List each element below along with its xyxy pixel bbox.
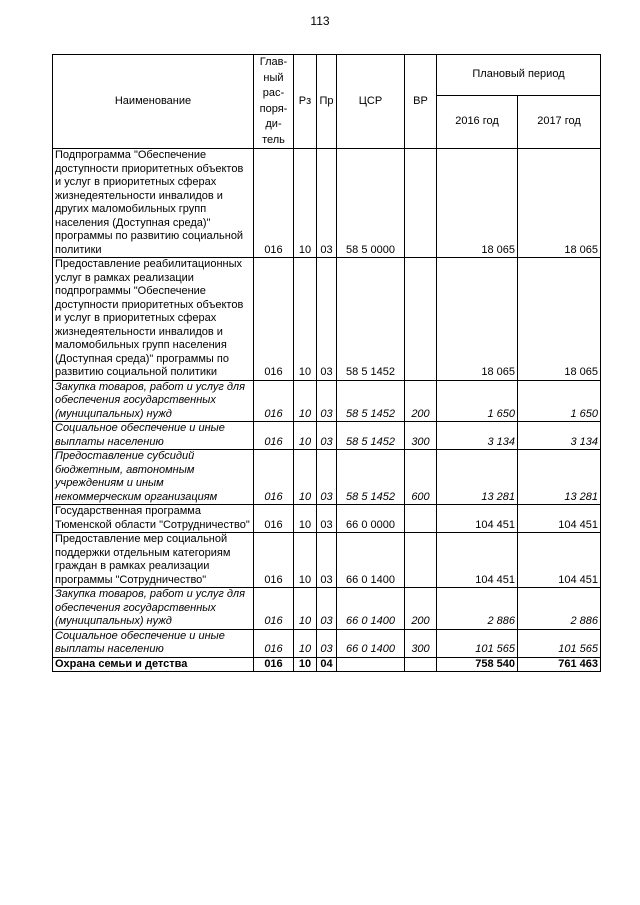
row-amount-2016: 2 886 [437, 588, 518, 630]
header-row-1 [53, 55, 601, 96]
row-csr: 66 0 1400 [337, 533, 405, 588]
row-amount-2017: 13 281 [518, 450, 601, 505]
header-vr: ВР [405, 55, 437, 149]
row-vr: 600 [405, 450, 437, 505]
row-rz: 10 [294, 533, 317, 588]
table-row [53, 533, 601, 588]
row-amount-2017: 761 463 [518, 657, 601, 672]
row-rz: 10 [294, 450, 317, 505]
row-name: Государственная программа Тюменской области "Сотрудничество" [53, 505, 254, 533]
row-amount-2017: 104 451 [518, 533, 601, 588]
row-vr [405, 149, 437, 258]
row-amount-2016: 101 565 [437, 629, 518, 657]
budget-table [52, 54, 601, 672]
row-vr [405, 258, 437, 381]
row-csr: 66 0 1400 [337, 629, 405, 657]
row-amount-2016: 13 281 [437, 450, 518, 505]
row-csr: 58 5 1452 [337, 258, 405, 381]
row-rz: 10 [294, 629, 317, 657]
row-amount-2016: 18 065 [437, 258, 518, 381]
row-vr: 300 [405, 629, 437, 657]
row-pr: 03 [317, 258, 337, 381]
row-amount-2017: 101 565 [518, 629, 601, 657]
header-gr: Глав- ный рас- поря- ди- тель [254, 55, 294, 149]
row-rz: 10 [294, 588, 317, 630]
row-amount-2016: 3 134 [437, 422, 518, 450]
row-amount-2017: 1 650 [518, 380, 601, 422]
row-csr: 58 5 1452 [337, 422, 405, 450]
row-rz: 10 [294, 657, 317, 672]
row-gr: 016 [254, 629, 294, 657]
row-vr: 200 [405, 588, 437, 630]
row-vr [405, 533, 437, 588]
row-name: Подпрограмма "Обеспечение доступности приоритетных объектов и услуг в приоритетных сферах жизнедеятельности инвалидов и других маломобильных групп населения (Доступная среда)" программы по развитию социальной политики [53, 149, 254, 258]
table-body [53, 149, 601, 672]
row-name: Охрана семьи и детства [53, 657, 254, 672]
row-rz: 10 [294, 149, 317, 258]
row-gr: 016 [254, 422, 294, 450]
row-gr: 016 [254, 450, 294, 505]
row-gr: 016 [254, 505, 294, 533]
row-pr: 03 [317, 450, 337, 505]
row-pr: 03 [317, 380, 337, 422]
row-amount-2016: 1 650 [437, 380, 518, 422]
header-csr: ЦСР [337, 55, 405, 149]
row-pr: 03 [317, 533, 337, 588]
row-amount-2016: 18 065 [437, 149, 518, 258]
row-rz: 10 [294, 258, 317, 381]
table-row [53, 588, 601, 630]
row-pr: 04 [317, 657, 337, 672]
row-gr: 016 [254, 380, 294, 422]
page-number: 113 [310, 14, 330, 28]
row-rz: 10 [294, 380, 317, 422]
row-csr: 58 5 1452 [337, 450, 405, 505]
row-gr: 016 [254, 588, 294, 630]
table-row [53, 422, 601, 450]
row-vr: 200 [405, 380, 437, 422]
row-amount-2016: 104 451 [437, 505, 518, 533]
row-amount-2017: 3 134 [518, 422, 601, 450]
row-csr: 66 0 1400 [337, 588, 405, 630]
row-name: Предоставление субсидий бюджетным, автономным учреждениям и иным некоммерческим организациям [53, 450, 254, 505]
row-pr: 03 [317, 629, 337, 657]
row-rz: 10 [294, 505, 317, 533]
row-name: Закупка товаров, работ и услуг для обеспечения государственных (муниципальных) нужд [53, 588, 254, 630]
row-gr: 016 [254, 657, 294, 672]
table-row [53, 450, 601, 505]
row-amount-2016: 104 451 [437, 533, 518, 588]
row-csr: 58 5 0000 [337, 149, 405, 258]
header-pr: Пр [317, 55, 337, 149]
row-csr: 58 5 1452 [337, 380, 405, 422]
table-row [53, 380, 601, 422]
header-year-2017: 2017 год [518, 95, 601, 148]
header-year-2016: 2016 год [437, 95, 518, 148]
row-vr: 300 [405, 422, 437, 450]
row-pr: 03 [317, 505, 337, 533]
row-name: Социальное обеспечение и иные выплаты населению [53, 629, 254, 657]
row-amount-2017: 18 065 [518, 258, 601, 381]
row-amount-2017: 2 886 [518, 588, 601, 630]
row-name: Закупка товаров, работ и услуг для обеспечения государственных (муниципальных) нужд [53, 380, 254, 422]
row-amount-2017: 18 065 [518, 149, 601, 258]
row-pr: 03 [317, 422, 337, 450]
row-rz: 10 [294, 422, 317, 450]
row-gr: 016 [254, 533, 294, 588]
header-rz: Рз [294, 55, 317, 149]
row-name: Предоставление реабилитационных услуг в рамках реализации подпрограммы "Обеспечение доступности приоритетных объектов и услуг в приоритетных сферах жизнедеятельности инвалидов и маломобильных групп населения (Доступная среда)" программы по развитию социальной политики [53, 258, 254, 381]
row-csr [337, 657, 405, 672]
row-name: Предоставление мер социальной поддержки отдельным категориям граждан в рамках реализации программы "Сотрудничество" [53, 533, 254, 588]
row-amount-2016: 758 540 [437, 657, 518, 672]
row-gr: 016 [254, 258, 294, 381]
table-row [53, 149, 601, 258]
table-row [53, 258, 601, 381]
row-csr: 66 0 0000 [337, 505, 405, 533]
row-name: Социальное обеспечение и иные выплаты населению [53, 422, 254, 450]
table-row [53, 629, 601, 657]
row-vr [405, 657, 437, 672]
table-row [53, 657, 601, 672]
header-plan-period: Плановый период [437, 55, 601, 96]
row-pr: 03 [317, 588, 337, 630]
header-name: Наименование [53, 55, 254, 149]
row-vr [405, 505, 437, 533]
row-pr: 03 [317, 149, 337, 258]
row-amount-2017: 104 451 [518, 505, 601, 533]
table-row [53, 505, 601, 533]
row-gr: 016 [254, 149, 294, 258]
